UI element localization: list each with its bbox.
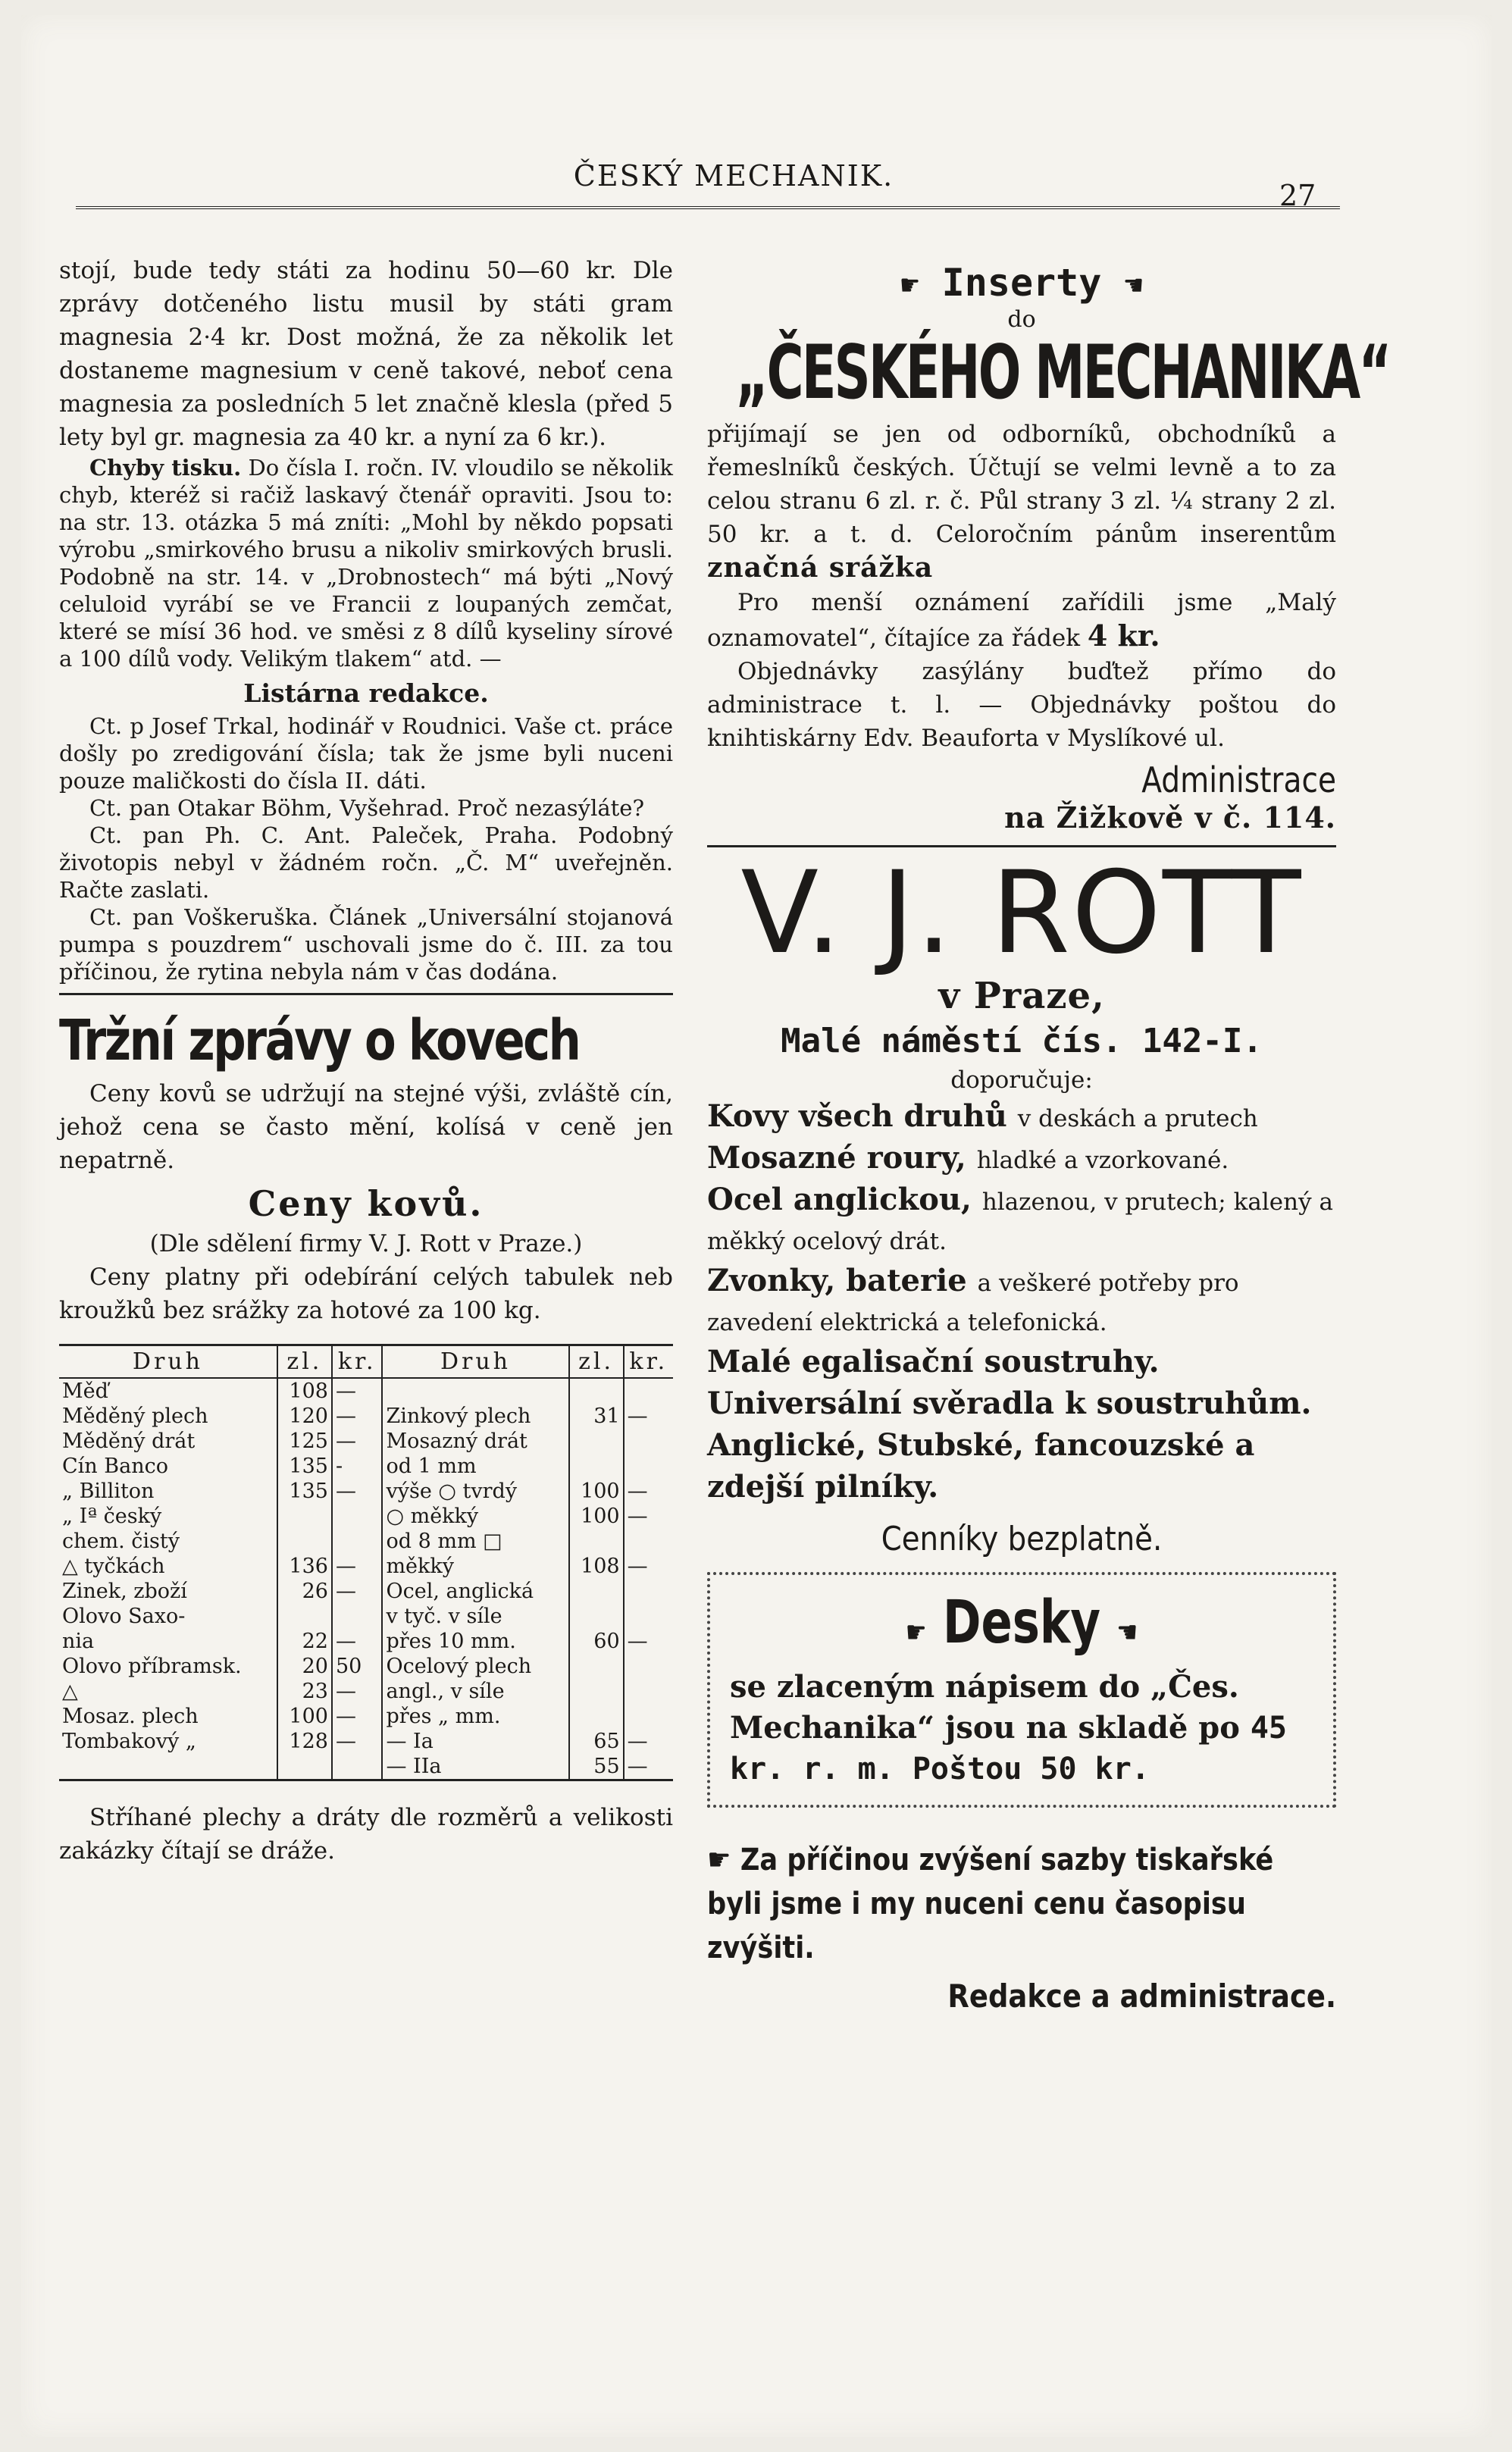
left-names-cell	[59, 1378, 277, 1780]
left-row-name-2: Měděný drát	[62, 1430, 196, 1453]
desky-ad-box	[707, 1572, 1336, 1808]
left-row-name-3: Cín Banco	[62, 1455, 168, 1478]
right-row-kr-1: —	[627, 1404, 648, 1428]
desky-price: 45 kr. r. m. Poštou 50 kr.	[730, 1711, 1287, 1787]
right-row-zl-4: 100	[581, 1480, 620, 1503]
table-footnote: Stříhané plechy a dráty dle rozměrů a velikosti zakázky čítají se dráže.	[59, 1804, 673, 1865]
left-row-zl-7: 136	[289, 1555, 328, 1578]
col-header-druh-right: Druh	[382, 1345, 568, 1379]
metal-prices-heading: Ceny kovů.	[248, 1183, 484, 1224]
metal-prices-source: (Dle sdělení firmy V. J. Rott v Praze.)	[149, 1230, 583, 1257]
right-row-zl-5: 100	[581, 1505, 620, 1528]
left-kr-cell	[332, 1378, 383, 1780]
rott-item-bold: Ocel anglickou,	[707, 1182, 982, 1217]
rott-item	[707, 1261, 1336, 1342]
signature: Redakce a administrace.	[947, 1978, 1336, 2015]
left-row-zl-2: 125	[289, 1430, 328, 1453]
left-row-name-1: Měděný plech	[62, 1404, 208, 1428]
inserty-heading	[707, 261, 1336, 305]
left-row-name-10: nia	[62, 1630, 95, 1653]
right-row-name-0	[386, 1379, 565, 1404]
listarna-item-bohm: Ct. pan Otakar Böhm, Vyšehrad. Proč nezasýláte?	[89, 795, 644, 821]
left-row-kr-6	[336, 1529, 379, 1554]
left-row-zl-8: 26	[302, 1580, 328, 1603]
left-row-name-0: Měď	[62, 1379, 108, 1403]
rott-item	[707, 1180, 1336, 1261]
desky-heading	[794, 1589, 1250, 1667]
errata-text: Do čísla I. ročn. IV. vloudilo se několik chyb, kteréž si račiž laskavý čtenář opraviti. Jsou to: na str. 13. otázka 5 má zníti: „Mohl by někdo popsati výrobu „smirkového brusu a nikoliv smirkových brusli. Podobně na str. 14. v „Drobnostech“ má býti „Nový celuloid vyrábí se ve Francii z loupaných zemčat, které se mísí 36 hod. ve směsi z 8 dílů kyseliny sírové a 100 dílů vody. Velikým tlakem“ atd. —	[59, 455, 673, 672]
price-lists-free: Cenníky bezplatně.	[881, 1520, 1163, 1558]
left-row-name-8: Zinek, zboží	[62, 1580, 187, 1603]
errata-paragraph	[59, 454, 673, 672]
rott-item-bold: Zvonky, baterie	[707, 1263, 978, 1298]
left-row-kr-14: —	[335, 1730, 356, 1753]
rott-city: v Praze,	[938, 975, 1105, 1017]
continued-paragraph: stojí, bude tedy státi za hodinu 50—60 kr. Dle zprávy dotčeného listu musil by státi gram magnesia 2·4 kr. Dost možná, že za několik let dostaneme magnesium v ceně takové, neboť cena magnesia za posledních 5 let značně klesla (před 5 lety byl gr. magnesia za 40 kr. a nyní za 6 kr.).	[59, 257, 673, 451]
right-row-kr-7: —	[627, 1555, 648, 1578]
right-row-kr-0	[628, 1379, 670, 1404]
running-header-title: ČESKÝ MECHANIK.	[573, 159, 894, 193]
metal-price-table	[59, 1344, 673, 1781]
left-row-name-5: „ Iª český	[62, 1505, 162, 1528]
left-row-zl-0: 108	[289, 1379, 328, 1403]
desky-title: Desky	[942, 1589, 1101, 1657]
left-row-name-4: „ Billiton	[62, 1480, 155, 1503]
metal-prices-note: Ceny platny při odebírání celých tabulek neb kroužků bez srážky za hotové za 100 kg.	[59, 1264, 673, 1324]
right-row-kr-14: —	[627, 1730, 648, 1753]
left-row-zl-14: 128	[289, 1730, 328, 1753]
rott-item	[707, 1097, 1336, 1138]
rott-item	[707, 1342, 1336, 1384]
rott-item-bold: Mosazné roury,	[707, 1140, 977, 1176]
left-row-kr-0: —	[335, 1379, 356, 1403]
desky-text	[730, 1667, 1313, 1790]
left-row-name-14: Tombakový „	[62, 1730, 196, 1753]
right-row-zl-14: 65	[593, 1730, 620, 1753]
right-row-kr-10: —	[627, 1630, 648, 1653]
inserty-text-1-body: přijímají se jen od odborníků, obchodníků a řemeslníků českých. Účtují se velmi levně a to za celou stranu 6 zl. r. č. Půl strany 3 zl. ¼ strany 2 zl. 50 kr. a t. d. Celoročním pánům inserentům	[707, 421, 1336, 548]
right-row-name-13: přes „ mm.	[386, 1705, 501, 1728]
right-row-name-9: v tyč. v síle	[386, 1605, 502, 1628]
left-row-zl-10: 22	[302, 1630, 328, 1653]
left-row-name-11: Olovo příbramsk.	[62, 1655, 242, 1678]
price-increase-notice	[707, 1838, 1334, 1970]
right-row-zl-11	[573, 1654, 620, 1679]
left-row-kr-8: —	[335, 1580, 356, 1603]
administration-address: na Žižkově v č. 114.	[1004, 800, 1336, 835]
journal-name-big: „ČESKÉHO MECHANIKA“	[735, 330, 1390, 416]
right-row-name-3: od 1 mm	[386, 1455, 477, 1478]
desky-text-body: se zlaceným nápisem do „Čes. Mechanika“ jsou na skladě po	[730, 1669, 1240, 1746]
pointing-hand-icon: ☛	[905, 1615, 927, 1650]
left-row-zl-4: 135	[289, 1480, 328, 1503]
market-report-heading: Tržní zprávy o kovech	[59, 1008, 580, 1073]
inserty-text-1	[707, 418, 1336, 586]
left-row-zl-12: 23	[302, 1680, 328, 1703]
left-row-kr-11: 50	[335, 1655, 362, 1678]
left-row-zl-9	[281, 1604, 328, 1629]
administration-label: Administrace	[1141, 759, 1336, 800]
right-row-zl-12	[573, 1679, 620, 1704]
rott-recommends: doporučuje:	[950, 1066, 1093, 1094]
right-row-name-7: měkký	[386, 1555, 455, 1578]
pointing-hand-icon: ☛	[707, 1843, 731, 1877]
right-row-name-5: ○ měkký	[386, 1505, 479, 1528]
right-row-name-6: od 8 mm □	[386, 1530, 502, 1553]
price-increase-text: Za příčinou zvýšení sazby tiskařské byli jsme i my nuceni cenu časopisu zvýšiti.	[707, 1843, 1274, 1965]
right-zl-cell	[569, 1378, 624, 1780]
col-header-kr-left: kr.	[332, 1345, 383, 1379]
right-kr-cell	[624, 1378, 673, 1780]
rott-item-bold: Universální svěradla k soustruhům.	[707, 1386, 1312, 1421]
left-row-zl-13: 100	[289, 1705, 328, 1728]
right-row-zl-1: 31	[593, 1404, 620, 1428]
inserty-do: do	[1007, 306, 1036, 333]
page-number: 27	[1279, 179, 1316, 212]
right-row-zl-3	[573, 1454, 620, 1479]
right-row-name-12: angl., v síle	[386, 1680, 505, 1703]
section-rule	[59, 993, 673, 995]
col-header-druh-left: Druh	[59, 1345, 277, 1379]
right-row-name-10: přes 10 mm.	[386, 1630, 516, 1653]
discount-label: značná srážka	[707, 552, 934, 584]
left-row-kr-13: —	[335, 1705, 356, 1728]
market-report-text: Ceny kovů se udržují na stejné výši, zvláště cín, jehož cena se často mění, kolísá v ceně jen nepatrně.	[59, 1080, 673, 1174]
right-row-kr-12	[628, 1679, 670, 1704]
left-row-zl-5	[281, 1504, 328, 1529]
left-row-kr-7: —	[335, 1555, 356, 1578]
right-row-name-15: — IIa	[386, 1755, 442, 1778]
right-row-name-8: Ocel, anglická	[386, 1580, 534, 1603]
inserty-title: Inserty	[941, 261, 1102, 305]
listarna-item-voskeruska: Ct. pan Voškeruška. Článek „Universální stojanová pumpa s pouzdrem“ uschovali jsme do č. III. za tou příčinou, že rytina nebyla nám v čas dodána.	[59, 904, 673, 985]
left-row-name-9: Olovo Saxo-	[62, 1605, 186, 1628]
pointing-hand-left-icon: ☚	[1124, 268, 1143, 303]
right-row-zl-0	[573, 1379, 620, 1404]
left-row-kr-4: —	[335, 1480, 356, 1503]
rott-address: Malé náměstí čís. 142-I.	[781, 1022, 1263, 1060]
right-row-name-1: Zinkový plech	[386, 1404, 531, 1428]
left-row-zl-3: 135	[289, 1455, 328, 1478]
right-row-name-11: Ocelový plech	[386, 1655, 532, 1678]
inserty-text-2-body: Pro menší oznámení zařídili jsme „Malý oznamovatel“, čítajíce za řádek	[707, 589, 1336, 652]
col-header-zl-left: zl.	[277, 1345, 332, 1379]
left-row-zl-11: 20	[302, 1655, 328, 1678]
left-row-name-13: Mosaz. plech	[62, 1705, 199, 1728]
right-row-zl-9	[573, 1604, 620, 1629]
rott-items-list	[707, 1097, 1336, 1509]
right-row-zl-2	[573, 1429, 620, 1454]
listarna-item-trkal: Ct. p Josef Trkal, hodinář v Roudnici. Vaše ct. práce došly po zredigování čísla; tak že jsme byli nuceni pouze maličkosti do čísla II. dáti.	[59, 713, 673, 794]
header-rule	[76, 206, 1340, 209]
rott-item	[707, 1426, 1336, 1509]
left-row-name-12: △	[62, 1680, 78, 1703]
listarna-heading: Listárna redakce.	[243, 678, 489, 708]
right-row-zl-8	[573, 1579, 620, 1604]
left-row-kr-9	[336, 1604, 379, 1629]
left-row-kr-2: —	[335, 1430, 356, 1453]
right-row-kr-4: —	[627, 1480, 648, 1503]
rott-item	[707, 1384, 1336, 1426]
right-row-zl-10: 60	[593, 1630, 620, 1653]
pointing-hand-left-icon: ☚	[1116, 1615, 1138, 1650]
inserty-text-2	[707, 586, 1336, 655]
rott-item-bold: Kovy všech druhů	[707, 1098, 1018, 1134]
right-row-zl-13	[573, 1704, 620, 1729]
rott-item	[707, 1138, 1336, 1180]
pointing-hand-icon: ☛	[900, 268, 919, 303]
rott-item-bold: Malé egalisační soustruhy.	[707, 1344, 1160, 1379]
left-row-zl-1: 120	[289, 1404, 328, 1428]
left-row-name-7: △ tyčkách	[62, 1555, 165, 1578]
left-row-zl-6	[281, 1529, 328, 1554]
col-header-kr-right: kr.	[624, 1345, 673, 1379]
left-row-name-6: chem. čistý	[62, 1530, 180, 1553]
right-column	[707, 258, 1390, 2015]
right-row-kr-3	[628, 1454, 670, 1479]
left-row-kr-12: —	[335, 1680, 356, 1703]
page	[21, 15, 1492, 2437]
right-row-zl-7: 108	[581, 1555, 620, 1578]
rott-item-bold: Anglické, Stubské, fancouzské a zdejší pilníky.	[707, 1427, 1255, 1505]
right-names-cell	[382, 1378, 568, 1780]
right-row-kr-11	[628, 1654, 670, 1679]
right-row-kr-15: —	[627, 1755, 648, 1778]
left-row-kr-5	[336, 1504, 379, 1529]
rott-item-detail: hladké a vzorkované.	[976, 1147, 1229, 1174]
rott-company-name: V. J. ROTT	[740, 847, 1303, 979]
errata-title: Chyby tisku.	[89, 455, 242, 481]
right-row-name-2: Mosazný drát	[386, 1430, 527, 1453]
right-row-zl-6	[573, 1529, 620, 1554]
left-zl-cell	[277, 1378, 332, 1780]
right-row-name-4: výše ○ tvrdý	[386, 1480, 518, 1503]
left-row-kr-3: -	[335, 1455, 343, 1478]
listarna-item-palecek: Ct. pan Ph. C. Ant. Paleček, Praha. Podobný životopis nebyl v žádném ročn. „Č. M“ uveřejněn. Račte zaslati.	[59, 822, 673, 903]
left-column	[59, 254, 673, 1868]
right-row-kr-9	[628, 1604, 670, 1629]
right-row-kr-5: —	[627, 1505, 648, 1528]
rott-item-detail: hlazenou, v prutech; kalený a měkký ocelový drát.	[707, 1188, 1333, 1255]
col-header-zl-right: zl.	[569, 1345, 624, 1379]
right-row-name-14: — Ia	[386, 1730, 434, 1753]
right-row-kr-13	[628, 1704, 670, 1729]
left-row-kr-1: —	[335, 1404, 356, 1428]
right-row-kr-8	[628, 1579, 670, 1604]
line-price: 4 kr.	[1087, 618, 1160, 653]
inserty-text-3: Objednávky zasýlány buďtež přímo do administrace t. l. — Objednávky poštou do knihtiskárny Edv. Beauforta v Myslíkové ul.	[707, 658, 1336, 752]
right-row-kr-6	[628, 1529, 670, 1554]
rott-item-detail: a veškeré potřeby pro zavedení elektrická a telefonická.	[707, 1270, 1239, 1336]
left-row-kr-10: —	[335, 1630, 356, 1653]
right-row-zl-15: 55	[593, 1755, 620, 1778]
right-row-kr-2	[628, 1429, 670, 1454]
rott-item-detail: v deskách a prutech	[1017, 1105, 1258, 1132]
